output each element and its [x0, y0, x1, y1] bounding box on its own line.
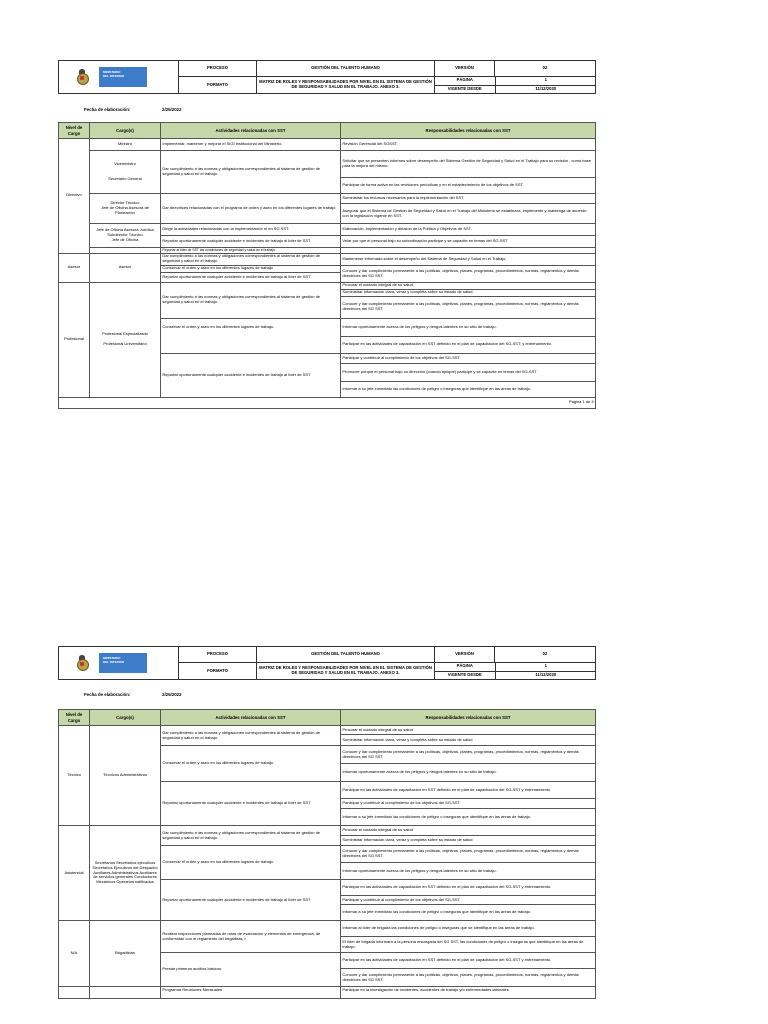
proceso-value: GESTIÓN DEL TALENTO HUMANO: [257, 61, 435, 77]
cargo-cell: Viceministro Secretario General: [90, 151, 161, 194]
responsabilidad-cell: Suministrar información clara, veraz y completa sobre su estado de salud: [341, 836, 596, 846]
actividad-cell: Dar cumplimiento a las normas y obligaciones correspondientes al sistema de gestión de seguridad y salud en el trabajo.: [161, 282, 341, 318]
col-cargos: Cargo(s): [90, 123, 161, 139]
col-nivel: Nivel de Cargo: [59, 710, 90, 726]
actividad-cell: Reportar oportunamente cualquier accidente e incidentes de trabajo al líder de SST: [161, 353, 341, 397]
col-responsabilidades: Responsabilidades relacionadas con SST: [341, 710, 596, 726]
actividad-cell: Conservar el orden y aseo en los diferentes lugares de trabajo.: [161, 746, 341, 782]
responsabilidad-cell: Participar y contribuir al cumplimiento de los objetivos del SG-SST.: [341, 799, 596, 809]
responsabilidad-cell: Informar a su jefe inmediato las condiciones de peligro o inseguras que identifique en las áreas de trabajo.: [341, 809, 596, 826]
responsabilidad-cell: Revisión Gerencial del SGSST.: [341, 139, 596, 151]
actividad-cell: Implementar, mantener y mejorar el SIGI institucional del Ministerio.: [161, 139, 341, 151]
table-row: [59, 224, 596, 236]
col-actividades: Actividades relacionadas con SST: [161, 123, 341, 139]
actividad-cell: Dar directrices relacionadas con el programa de orden y aseo en los diferentes lugares de trabajo.: [161, 194, 341, 224]
actividad-cell: Prestar primeros auxilios básicos.: [161, 953, 341, 987]
actividad-cell: Reportar oportunamente cualquier accidente e incidentes de trabajo al líder de SST: [161, 880, 341, 921]
fecha-label: Fecha de elaboración:: [84, 107, 131, 112]
responsabilidad-cell: El líder de brigada informara a la persona encargada del SG SST, las condiciones de peligro o inseguras que identifique en las áreas de trabajo.: [341, 937, 596, 953]
responsabilidad-cell: Elaboración, implementación y difusión de la Política y Objetivos de SST.: [341, 224, 596, 236]
ministry-logo: MINISTERIO DEL INTERIOR: [99, 653, 147, 673]
responsabilidad-cell: Mantenerse informado sobre el desempeño del Sistema de Seguridad y Salud en el Trabajo.: [341, 253, 596, 265]
actividad-cell: Reportar oportunamente cualquier accidente e incidentes de trabajo al líder de SST: [161, 782, 341, 826]
cargo-cell: Director Técnico Jefe de Oficina Asesora de Planeación: [90, 194, 161, 224]
fecha-value: 2/25/2022: [162, 107, 182, 112]
actividad-cell: Realizar inspecciones planeadas de rutas de evacuación y elementos de emergencia, de conformidad con el reglamento del brigadista, r: [161, 921, 341, 953]
ministry-logo: MINISTERIO DEL INTERIOR: [99, 67, 147, 87]
responsabilidad-cell: Conocer y dar cumplimiento permanente a las políticas, objetivos, planes, programas, procedimientos, normas, reglamentos y demás directrices del SG SST.: [341, 846, 596, 863]
col-responsabilidades: Responsabilidades relacionadas con SST: [341, 123, 596, 139]
table-row: [59, 151, 596, 178]
cargo-cell: Secretarios Secretarios ejecutivos Secretarios Ejecutivos del Despacho Auxiliares Administrativos Auxiliares de servicios generales Conductores Mecánicos Operarios calificados: [90, 826, 161, 921]
responsabilidad-cell: Conocer y dar cumplimiento permanente a las políticas, objetivos, planes, programas, procedimientos, normas, reglamentos y demás directrices del SG SST.: [341, 969, 596, 987]
table-row: [59, 921, 596, 937]
actividad-cell: Reportar al líder de SST las condiciones de seguridad y salud en el trabajo.: [161, 248, 341, 254]
col-nivel: Nivel de Cargo: [59, 123, 90, 139]
responsabilidad-cell: Informar a su jefe inmediato las condiciones de peligro o inseguras que identifique en las áreas de trabajo.: [341, 381, 596, 397]
responsabilidad-cell: Solicitar que se presenten informes sobre desempeño del Sistema Gestión de Seguridad y Salud en el Trabajo para su revisión , como base para la mejora del mismo.: [341, 151, 596, 178]
nivel-cell: Técnico: [59, 726, 90, 826]
actividad-cell: Conservar el orden y aseo en los diferentes lugares de trabajo: [161, 265, 341, 272]
roles-table: [58, 709, 596, 999]
table-row: [59, 826, 596, 836]
responsabilidad-cell: Procurar el cuidado integral de su salud.: [341, 282, 596, 289]
responsabilidad-cell: Suministrar los recursos necesarios para la implementación del SST.: [341, 194, 596, 204]
responsabilidad-cell: Participar en las actividades de capacitación en SST definido en el plan de capacitación del SG-SST; y entrenamiento.: [341, 336, 596, 353]
document-header: [58, 60, 596, 94]
actividad-cell: Dar cumplimiento a las normas y obligaciones correspondientes al sistema de gestión de seguridad y salud en el trabajo.: [161, 726, 341, 746]
col-actividades: Actividades relacionadas con SST: [161, 710, 341, 726]
roles-table: [58, 122, 596, 409]
vigente-value: 11/12/2020: [535, 671, 557, 677]
responsabilidad-cell: Procurar el cuidado integral de su salud: [341, 826, 596, 836]
actividad-cell: Reportar oportunamente cualquier accidente e incidentes de trabajo al líder de SST: [161, 236, 341, 248]
nivel-cell: Directivo: [59, 139, 90, 254]
actividad-cell: Conservar el orden y aseo en los diferentes lugares de trabajo.: [161, 318, 341, 353]
responsabilidad-cell: Informar a su jefe inmediato las condiciones de peligro o inseguras que identifique en las áreas de trabajo.: [341, 905, 596, 921]
fecha-label: Fecha de elaboración:: [84, 692, 131, 697]
formato-label: FORMATO: [179, 77, 257, 94]
fecha-value: 2/25/2022: [162, 692, 182, 697]
pagina-value: 1: [495, 663, 596, 671]
page-number: Página 1 de 3: [59, 397, 596, 408]
vigente-label: VIGENTE DESDE: [435, 671, 495, 679]
actividad-cell: Reportar oportunamente cualquier accidente e incidentes de trabajo al líder de SST: [161, 272, 341, 282]
table-row: [59, 253, 596, 265]
actividad-cell: Dar cumplimiento a las normas y obligaciones correspondientes al sistema de gestión de seguridad y salud en el trabajo.: [161, 826, 341, 846]
proceso-label: PROCESO: [179, 647, 257, 663]
responsabilidad-cell: Asegurar que el Sistema de Gestión de Seguridad y Salud en el Trabajo del Ministerio se establezca, implemente y mantenga de acuerdo con la legislación vigente en SST.: [341, 204, 596, 224]
formato-value: MATRIZ DE ROLES Y RESPONSABILIDADES POR NIVEL EN EL SISTEMA DE GESTIÓN DE SEGURIDAD Y SALUD EN EL TRABAJO. ANEXO 3.: [257, 663, 435, 680]
nivel-cell: Asesor: [59, 253, 90, 282]
actividad-cell: Dirigir la actividades relacionadas con la implementación el en SG SST.: [161, 224, 341, 236]
responsabilidad-cell: Informar oportunamente acerca de los peligros y riesgos latentes en su sitio de trabajo.: [341, 318, 596, 336]
responsabilidad-cell: Conocer y dar cumplimiento permanente a las políticas, objetivos, planes, programas, procedimientos, normas, reglamentos y demás directrices del SG SST.: [341, 296, 596, 318]
responsabilidad-cell: Promover porque el personal bajo su dirección (cuando aplique) participe y se capacite en temas del SG-SST: [341, 363, 596, 381]
responsabilidad-cell: Suministrar información clara, veraz y completa sobre su estado de salud.: [341, 289, 596, 296]
pagina-label: PÁGINA: [435, 663, 495, 671]
responsabilidad-cell: Participar en las actividades de capacitación en SST definido en el plan de capacitación del SG-SST y entrenamiento.: [341, 953, 596, 969]
responsabilidad-cell: Participar y contribuir al cumplimiento de los objetivos del SG-SST.: [341, 896, 596, 905]
vigente-value: 11/12/2020: [535, 85, 557, 91]
cargo-cell: Jefe de Oficina Asesora Jurídica Subdirector Técnico Jefe de Oficina: [90, 224, 161, 248]
coat-of-arms-icon: [75, 69, 89, 85]
responsabilidad-cell: Informar al líder de brigada las condiciones de peligro o inseguras que se identifique en las áreas de trabajo.: [341, 921, 596, 937]
proceso-value: GESTIÓN DEL TALENTO HUMANO: [257, 647, 435, 663]
pagina-label: PÁGINA: [435, 77, 495, 85]
formato-label: FORMATO: [179, 663, 257, 680]
responsabilidad-cell: Participar y contribuir al cumplimiento de los objetivos del SG-SST.: [341, 353, 596, 363]
actividad-cell: Conservar el orden y aseo en los diferentes lugares de trabajo.: [161, 846, 341, 880]
responsabilidad-cell: Procurar el cuidado integral de su salud: [341, 726, 596, 735]
table-row: [59, 139, 596, 151]
nivel-cell: N/A: [59, 921, 90, 987]
table-row: [59, 194, 596, 204]
vigente-label: VIGENTE DESDE: [435, 85, 495, 93]
table-row: [59, 726, 596, 735]
actividad-cell: Dar cumplimiento a las normas y obligaciones correspondientes al sistema de gestión de seguridad y salud en el trabajo.: [161, 253, 341, 265]
responsabilidad-cell: Velar por que el personal bajo su subordinación participe y se capacite en temas del SG-SST: [341, 236, 596, 248]
document-page-2: [58, 646, 595, 992]
logo-cell: [59, 61, 179, 94]
actividad-cell: Dar cumplimiento a las normas y obligaciones correspondientes al sistema de gestión de seguridad y salud en el trabajo.: [161, 151, 341, 194]
responsabilidad-cell: Informar oportunamente acerca de los peligros y riesgos latentes en su sitio de trabajo.: [341, 863, 596, 880]
cargo-cell: Ministro: [90, 139, 161, 151]
version-label: VERSIÓN: [435, 61, 495, 77]
table-row: [59, 282, 596, 289]
nivel-cell: Profesional: [59, 282, 90, 397]
actividad-cell: Programar Reuniones Mensuales: [161, 987, 341, 999]
cargo-cell: Técnicos Administrativos: [90, 726, 161, 826]
document-page-1: [58, 60, 595, 405]
logo-cell: [59, 647, 179, 680]
version-value: 02: [495, 61, 596, 77]
nivel-cell: Asistencial: [59, 826, 90, 921]
responsabilidad-cell: Participar en las actividades de capacitación en SST definido en el plan de capacitación del SG-SST y entrenamiento: [341, 782, 596, 799]
cargo-cell: Profesional Especializado Profesional Universitario: [90, 282, 161, 397]
cargo-cell: Asesor: [90, 253, 161, 282]
table-row: [59, 987, 596, 999]
pagina-value: 1: [495, 77, 596, 85]
responsabilidad-cell: Conocer y dar cumplimiento permanente a las políticas, objetivos, planes, programas, procedimientos, normas, reglamentos y demás directrices del SG SST.: [341, 746, 596, 764]
version-label: VERSIÓN: [435, 647, 495, 663]
responsabilidad-cell: Participar en las actividades de capacitación en SST definido en el plan de capacitación del SG-SST y entrenamiento.: [341, 880, 596, 896]
document-header: [58, 646, 596, 680]
responsabilidad-cell: Suministrar información clara, veraz y completa sobre su estado de salud: [341, 735, 596, 746]
responsabilidad-cell: Conocer y dar cumplimiento permanente a las políticas, objetivos, planes, programas, procedimientos, normas, reglamentos y demás directrices del SG SST.: [341, 265, 596, 282]
responsabilidad-cell: Informar oportunamente acerca de los peligros y riesgos latentes en su sitio de trabajo.: [341, 764, 596, 782]
cargo-cell: Brigadistas: [90, 921, 161, 987]
col-cargos: Cargo(s): [90, 710, 161, 726]
proceso-label: PROCESO: [179, 61, 257, 77]
formato-value: MATRIZ DE ROLES Y RESPONSABILIDADES POR NIVEL EN EL SISTEMA DE GESTIÓN DE SEGURIDAD Y SALUD EN EL TRABAJO. ANEXO 3.: [257, 77, 435, 94]
responsabilidad-cell: Participar de forma activa en las revisiones periódicas y en el establecimiento de los objetivos de SST.: [341, 178, 596, 194]
version-value: 02: [495, 647, 596, 663]
responsabilidad-cell: Participar en la investigación de incidentes, accidentes de trabajo y/o enfermedades laborales: [341, 987, 596, 999]
coat-of-arms-icon: [75, 655, 89, 671]
